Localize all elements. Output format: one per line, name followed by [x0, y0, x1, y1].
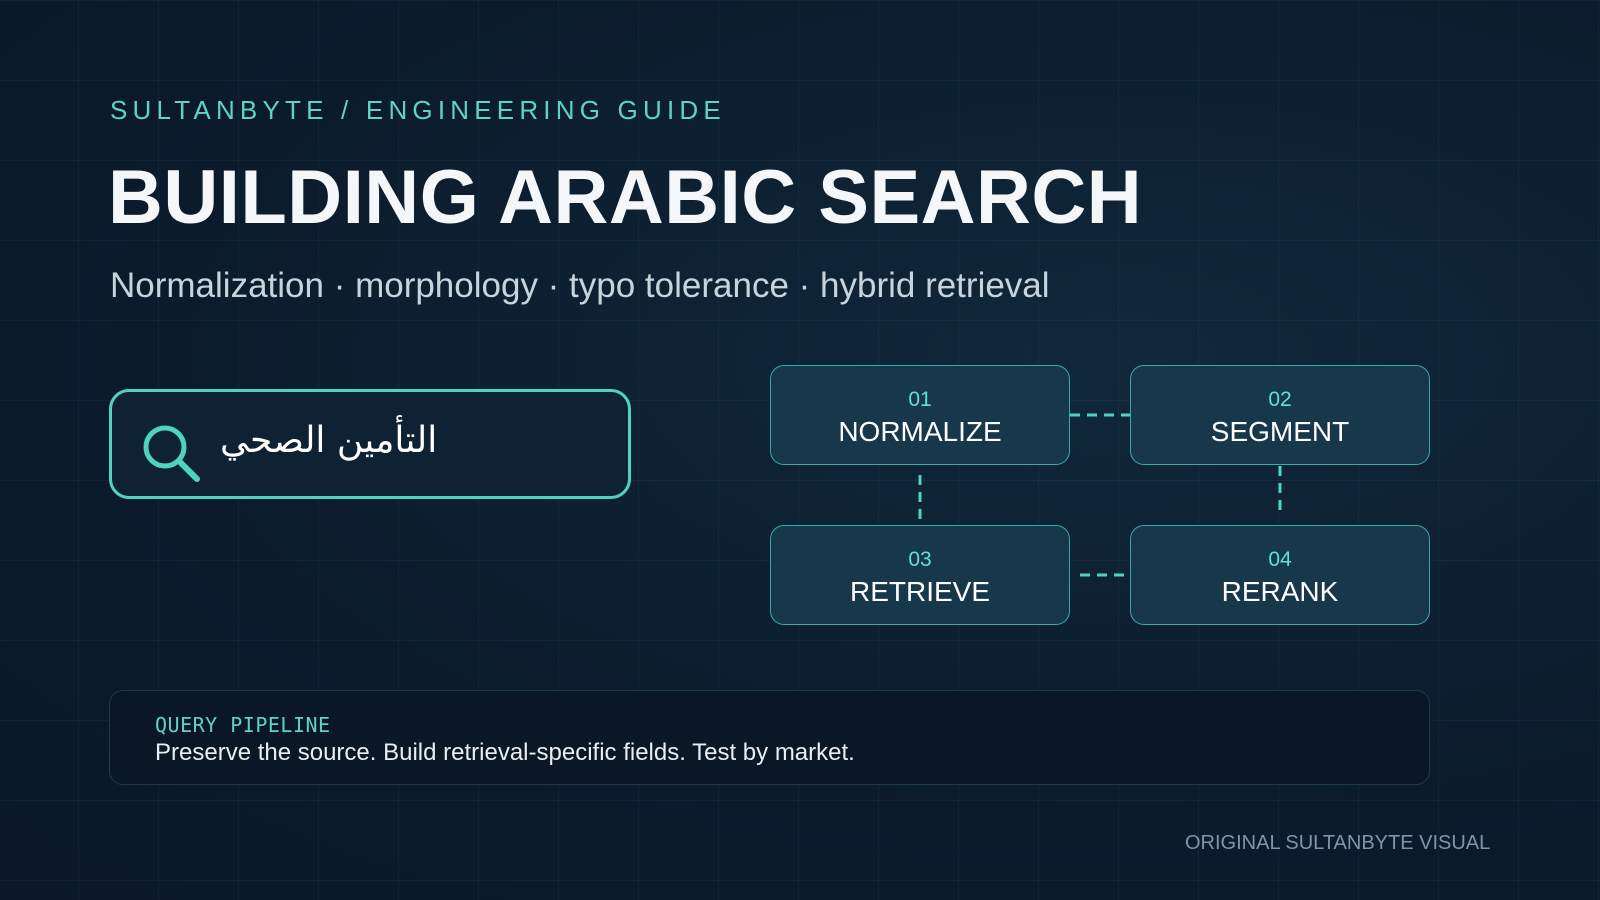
- step-label: RETRIEVE: [849, 576, 991, 607]
- page-title: BUILDING ARABIC SEARCH: [108, 155, 1143, 240]
- pipeline-step-retrieve: [770, 525, 1070, 625]
- query-pipeline-label: QUERY PIPELINE: [155, 713, 331, 737]
- pipeline-step-normalize: [770, 365, 1070, 465]
- search-query-text: التأمين الصحي: [220, 420, 438, 461]
- step-number: 03: [908, 548, 932, 571]
- query-pipeline-panel: [109, 690, 1430, 785]
- step-label: NORMALIZE: [838, 416, 1002, 447]
- pipeline-step-segment: [1130, 365, 1430, 465]
- step-label: RERANK: [1221, 576, 1339, 607]
- query-pipeline-text: Preserve the source. Build retrieval-specific fields. Test by market.: [155, 739, 855, 766]
- pipeline-step-rerank: [1130, 525, 1430, 625]
- step-label: SEGMENT: [1210, 416, 1350, 447]
- step-number: 01: [908, 388, 932, 411]
- footer-credit: ORIGINAL SULTANBYTE VISUAL: [1185, 832, 1491, 854]
- step-number: 02: [1268, 388, 1292, 411]
- step-number: 04: [1268, 548, 1292, 571]
- page-subtitle: Normalization · morphology · typo tolerance · hybrid retrieval: [110, 266, 1050, 305]
- eyebrow-label: SULTANBYTE / ENGINEERING GUIDE: [110, 95, 726, 125]
